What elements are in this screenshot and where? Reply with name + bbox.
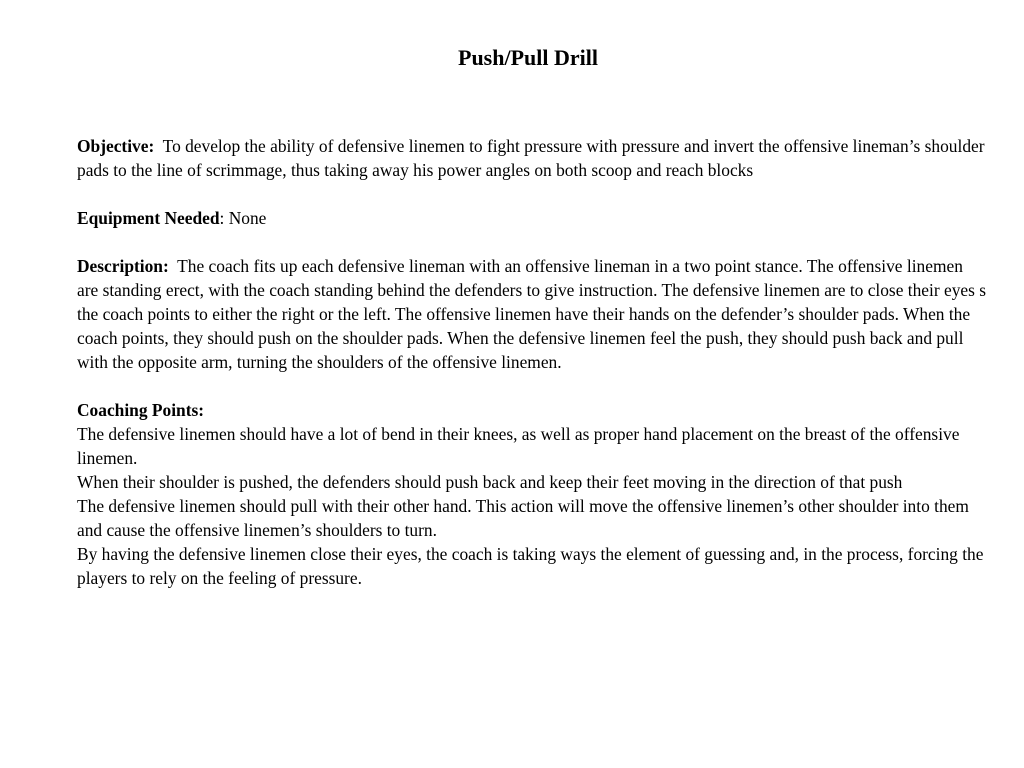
coaching-point-3: The defensive linemen should pull with their other hand. This action will move the offensive linemen’s other shoulder into them and cause the offensive linemen’s shoulders to turn.: [77, 496, 969, 540]
coaching-point-4: By having the defensive linemen close their eyes, the coach is taking ways the element of guessing and, in the process, forcing the players to rely on the feeling of pressure.: [77, 544, 984, 588]
section-spacer: [77, 230, 987, 254]
section-spacer: [77, 374, 987, 398]
objective-label: Objective:: [77, 136, 155, 156]
description-section: [77, 254, 987, 374]
section-spacer: [77, 182, 987, 206]
equipment-label: Equipment Needed: [77, 208, 220, 228]
description-label: Description:: [77, 256, 169, 276]
objective-section: [77, 134, 987, 182]
page-title: Push/Pull Drill: [458, 45, 598, 70]
equipment-section: [77, 206, 987, 230]
equipment-text: : None: [219, 208, 267, 228]
coaching-point-1: The defensive linemen should have a lot of bend in their knees, as well as proper hand placement on the breast of the offensive linemen.: [77, 424, 960, 468]
objective-text: To develop the ability of defensive linemen to fight pressure with pressure and invert the offensive lineman’s shoulder pads to the line of scrimmage, thus taking away his power angles on both scoop and reach blocks: [77, 136, 985, 180]
coaching-point-2: When their shoulder is pushed, the defenders should push back and keep their feet moving in the direction of that push: [77, 472, 903, 492]
coaching-points-label: Coaching Points:: [77, 400, 205, 420]
description-text: The coach fits up each defensive lineman with an offensive lineman in a two point stance. The offensive linemen are standing erect, with the coach standing behind the defenders to give instruction. The defensive linemen are to close their eyes s the coach points to either the right or the left. The offensive linemen have their hands on the defender’s shoulder pads. When the coach points, they should push on the shoulder pads. When the defensive linemen feel the push, they should push back and pull with the opposite arm, turning the shoulders of the offensive linemen.: [77, 256, 987, 372]
document-body: [77, 134, 987, 590]
